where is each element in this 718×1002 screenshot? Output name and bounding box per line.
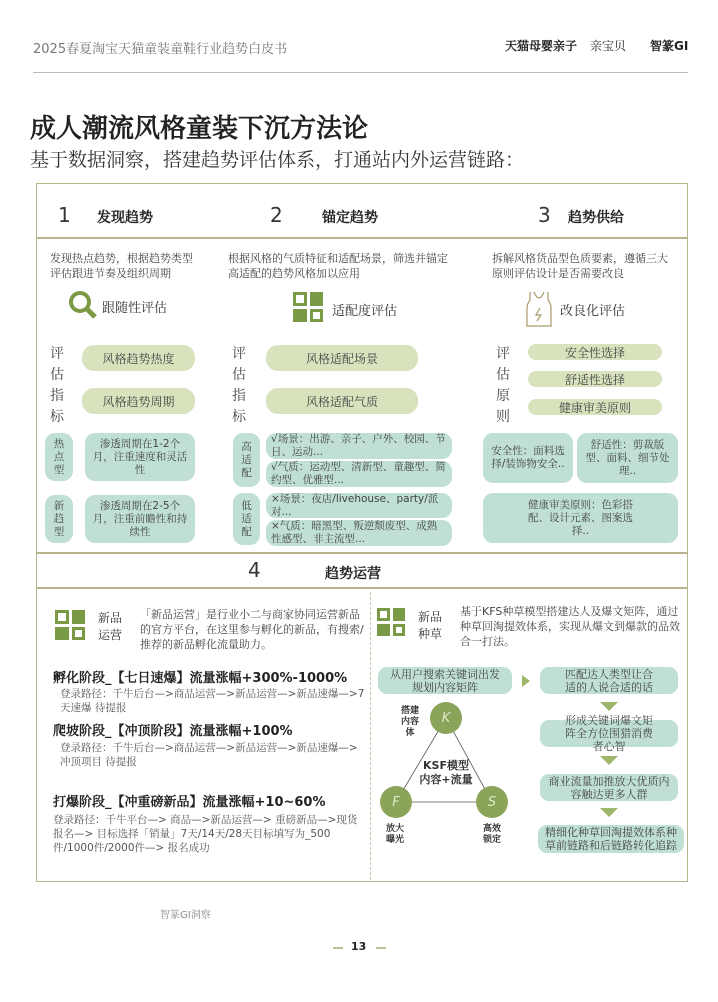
divider — [36, 552, 688, 554]
type-label: 热点型 — [45, 433, 73, 481]
stage-path: 登录路径：千牛平台—> 商品—>新品运营—> 重磅新品—>现货报名—> 目标选择「销量」7天/14天/28天目标填写为_500件/1000件/2000件—> 报名成功 — [53, 814, 358, 854]
page-dash — [376, 947, 386, 949]
side-label: 评估指标 — [50, 346, 64, 425]
stage-path: 登录路径：千牛后台—>商品运营—>新品运营—>新品速爆—>7天速爆 待提报 — [60, 688, 365, 714]
flow-step: 形成关键词爆文矩阵全方位围猎消费者心智 — [540, 720, 678, 747]
step-number: 4 — [248, 558, 261, 582]
f-node: F — [380, 786, 412, 818]
fit-label: 高适配 — [233, 433, 260, 487]
arrow-right-icon — [522, 675, 530, 687]
step-title: 趋势运营 — [325, 566, 381, 582]
pill: 安全性选择 — [528, 344, 662, 360]
ops-name: 新品种草 — [418, 610, 443, 641]
step-desc: 拆解风格货品型色质要素，遵循三大原则评估设计是否需要改良 — [492, 252, 668, 280]
document-title: 2025春夏淘宝天猫童装童鞋行业趋势白皮书 — [33, 42, 288, 57]
stage-path: 登录路径：千牛后台—>商品运营—>新品运营—>新品速爆—>冲顶项目 待提报 — [60, 742, 358, 768]
zhizhuan-logo: 智篆GI — [650, 39, 689, 53]
page-dash — [333, 947, 343, 949]
tank-top-icon — [525, 290, 553, 328]
divider — [36, 237, 688, 239]
pill: 风格适配场景 — [266, 345, 418, 371]
divider — [36, 587, 688, 589]
fit-item: ×场景：夜店/livehouse、party/派对... — [266, 493, 452, 518]
step-number: 2 — [270, 203, 283, 227]
fit-item: √场景：出游、亲子、户外、校园、节日、运动... — [266, 433, 452, 459]
page-title: 成人潮流风格童装下沉方法论 — [30, 114, 369, 144]
s-node: S — [476, 786, 508, 818]
stage-title: 打爆阶段_【冲重磅新品】流量涨幅+10~60% — [53, 795, 326, 810]
ops-desc: 「新品运营」是行业小二与商家协同运营新品的官方平台，在这里参与孵化的新品，有搜索/推荐的新品孵化流量助力。 — [140, 608, 364, 651]
principle-box: 健康审美原则：色彩搭配、设计元素、图案选择.. — [483, 493, 678, 543]
page-number: 13 — [351, 940, 367, 953]
side-label: 评估原则 — [496, 346, 510, 425]
step-number: 3 — [538, 203, 551, 227]
fit-item: ×气质：暗黑型、叛逆颓废型、成熟性感型、非主流型... — [266, 520, 452, 546]
pill: 风格趋势热度 — [82, 345, 195, 371]
s-label: 高效锁定 — [483, 824, 502, 845]
step-title: 趋势供给 — [568, 210, 624, 226]
qinbaobei-logo: 亲宝贝 — [590, 39, 627, 53]
header-divider — [33, 72, 688, 73]
grid-icon — [55, 610, 85, 640]
source-note: 智篆GI洞察 — [160, 910, 211, 921]
type-desc: 渗透周期在2-5个月，注重前瞻性和持续性 — [85, 495, 195, 543]
arrow-down-icon — [600, 702, 618, 711]
pill: 舒适性选择 — [528, 371, 662, 387]
step-number: 1 — [58, 203, 71, 227]
arrow-down-icon — [600, 756, 618, 765]
page-subtitle: 基于数据洞察，搭建趋势评估体系，打通站内外运营链路： — [30, 149, 525, 171]
grid-icon — [377, 608, 405, 636]
principle-box: 安全性：面料选择/装饰物安全.. — [483, 433, 573, 483]
grid-icon — [293, 292, 323, 322]
tmall-logo: 天猫母婴亲子 — [505, 39, 578, 53]
k-node: K — [430, 702, 462, 734]
flow-step: 从用户搜索关键词出发规划内容矩阵 — [378, 667, 512, 694]
principle-box: 舒适性：剪裁版型、面料、细节处理.. — [577, 433, 678, 483]
flow-step: 匹配达人类型让合适的人说合适的话 — [540, 667, 678, 694]
pill: 风格趋势周期 — [82, 388, 195, 414]
step-desc: 根据风格的气质特征和适配场景，筛选并锚定高适配的趋势风格加以应用 — [228, 252, 448, 280]
ops-name: 新品运营 — [98, 611, 123, 642]
flow-step: 商业流量加推放大优质内容触达更多人群 — [540, 774, 678, 801]
pill: 健康审美原则 — [528, 399, 662, 415]
stage-title: 爬坡阶段_【冲顶阶段】流量涨幅+100% — [53, 724, 293, 739]
type-desc: 渗透周期在1-2个月，注重速度和灵活性 — [85, 433, 195, 481]
flow-step: 精细化种草回淘提效体系种草前链路和后链路转化追踪 — [538, 825, 684, 853]
k-label: 搭建内容体 — [400, 706, 419, 738]
model-subtitle: 内容+流量 — [419, 773, 473, 786]
step-title: 发现趋势 — [97, 210, 153, 226]
search-icon — [68, 290, 98, 320]
f-label: 放大曝光 — [386, 824, 405, 845]
type-label: 新趋型 — [45, 495, 73, 543]
fit-label: 低适配 — [233, 493, 260, 545]
pill: 风格适配气质 — [266, 388, 418, 414]
eval-label: 适配度评估 — [332, 304, 398, 319]
step-desc: 发现热点趋势，根据趋势类型评估跟进节奏及组织周期 — [50, 252, 193, 280]
step-title: 锚定趋势 — [322, 210, 378, 226]
side-label: 评估指标 — [232, 346, 246, 425]
fit-item: √气质：运动型、清新型、童趣型、简约型、优雅型... — [266, 461, 452, 487]
eval-label: 改良化评估 — [560, 304, 626, 319]
ops-desc: 基于KFS种草模型搭建达人及爆文矩阵，通过种草回淘提效体系，实现从爆文到爆款的品效合一打法。 — [460, 605, 680, 648]
model-title: KSF模型 — [423, 759, 469, 772]
arrow-down-icon — [600, 808, 618, 817]
stage-title: 孵化阶段_【七日速爆】流量涨幅+300%-1000% — [53, 671, 348, 686]
eval-label: 跟随性评估 — [102, 301, 168, 316]
